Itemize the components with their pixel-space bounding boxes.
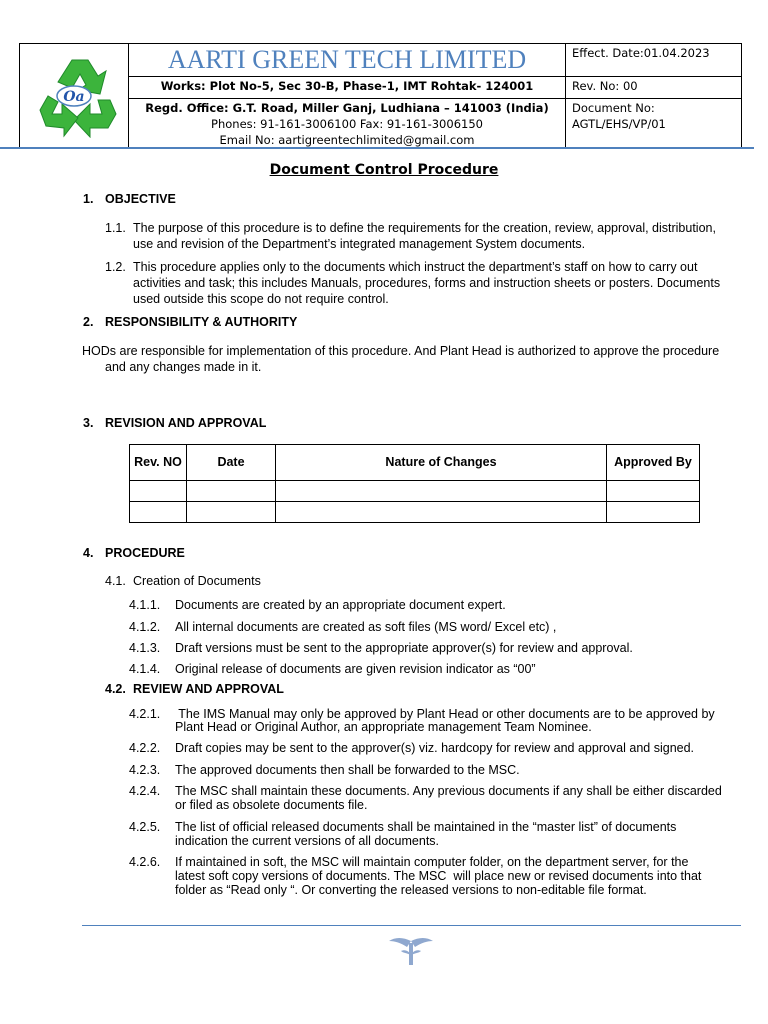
item-4-1-2-text: All internal documents are created as soft files (MS word/ Excel etc) , bbox=[175, 620, 557, 634]
item-1-1-line-1: The purpose of this procedure is to define the requirements for the creation, review, approval, distribution, bbox=[133, 221, 716, 235]
sub-4-2-heading: REVIEW AND APPROVAL bbox=[133, 682, 284, 696]
item-1-2-number: 1.2. bbox=[105, 260, 126, 274]
item-4-2-5-line-1: The list of official released documents shall be maintained in the “master list” of documents bbox=[175, 820, 677, 834]
item-4-1-3-number: 4.1.3. bbox=[129, 641, 161, 655]
item-4-1-4-text: Original release of documents are given revision indicator as “00” bbox=[175, 662, 536, 676]
table-row bbox=[130, 502, 700, 523]
item-4-2-4-line-2: or filed as obsolete documents file. bbox=[175, 798, 368, 812]
item-4-2-1-line-1: The IMS Manual may only be approved by Plant Head or other documents are to be approved by bbox=[175, 707, 715, 721]
item-4-1-4-number: 4.1.4. bbox=[129, 662, 161, 676]
revision-table-header-row bbox=[130, 445, 700, 481]
company-logo-cell bbox=[20, 44, 129, 149]
item-4-2-2-text: Draft copies may be sent to the approver(s) viz. hardcopy for review and approval and signed. bbox=[175, 741, 695, 755]
col-approved-by: Approved By bbox=[607, 445, 700, 481]
item-4-2-1-line-2: Plant Head or Original Author, an appropriate management Team Nominee. bbox=[175, 720, 592, 734]
document-number-label: Document No: bbox=[572, 101, 655, 115]
office-contact bbox=[129, 99, 566, 149]
sub-4-2-number: 4.2. bbox=[105, 682, 126, 696]
table-cell bbox=[130, 502, 187, 523]
works-address: Works: Plot No-5, Sec 30-B, Phase-1, IMT Rohtak- 124001 bbox=[129, 77, 566, 99]
item-4-2-2-number: 4.2.2. bbox=[129, 741, 161, 755]
section-1-heading: OBJECTIVE bbox=[105, 192, 176, 206]
item-1-1-line-2: use and revision of the Department’s integrated management System documents. bbox=[133, 237, 586, 251]
table-cell bbox=[607, 502, 700, 523]
regd-office: Regd. Office: G.T. Road, Miller Ganj, Ludhiana – 141003 (India) bbox=[145, 101, 549, 115]
section-2-line-2: and any changes made in it. bbox=[105, 360, 262, 374]
item-4-2-6-line-1: If maintained in soft, the MSC will maintain computer folder, on the department server, for the bbox=[175, 855, 689, 869]
sub-4-1-number: 4.1. bbox=[105, 574, 126, 588]
header-divider bbox=[0, 147, 754, 149]
item-4-2-3-text: The approved documents then shall be forwarded to the MSC. bbox=[175, 763, 520, 777]
section-2-heading: RESPONSIBILITY & AUTHORITY bbox=[105, 315, 298, 329]
section-3-number: 3. bbox=[83, 416, 94, 430]
email: Email No: aartigreentechlimited@gmail.com bbox=[219, 133, 475, 147]
footer-divider bbox=[82, 925, 741, 926]
document-header bbox=[19, 43, 742, 149]
section-4-heading: PROCEDURE bbox=[105, 546, 185, 560]
item-4-1-2-number: 4.1.2. bbox=[129, 620, 161, 634]
item-4-2-6-number: 4.2.6. bbox=[129, 855, 161, 869]
col-rev-no: Rev. NO bbox=[130, 445, 187, 481]
item-1-2-line-1: This procedure applies only to the documents which instruct the department’s staff on how to carry out bbox=[133, 260, 698, 274]
item-4-2-5-line-2: indication the current versions of all documents. bbox=[175, 834, 440, 848]
table-cell bbox=[130, 481, 187, 502]
col-date: Date bbox=[187, 445, 276, 481]
item-4-2-6-line-2: latest soft copy versions of documents. The MSC will place new or revised documents into that bbox=[175, 869, 702, 883]
item-4-2-6-line-3: folder as “Read only “. Or converting the released versions to non-editable file format. bbox=[175, 883, 647, 897]
document-title: Document Control Procedure bbox=[269, 162, 499, 178]
company-name: AARTI GREEN TECH LIMITED bbox=[129, 44, 566, 77]
item-1-1-number: 1.1. bbox=[105, 221, 126, 235]
phones: Phones: 91-161-3006100 Fax: 91-161-3006150 bbox=[211, 117, 483, 131]
item-4-2-5-number: 4.2.5. bbox=[129, 820, 161, 834]
footer-ornament-icon bbox=[387, 935, 435, 967]
col-nature-of-changes: Nature of Changes bbox=[276, 445, 607, 481]
recycle-logo-icon bbox=[28, 52, 120, 138]
table-cell bbox=[276, 481, 607, 502]
section-4-number: 4. bbox=[83, 546, 94, 560]
sub-4-1-heading: Creation of Documents bbox=[133, 574, 261, 588]
item-4-1-3-text: Draft versions must be sent to the appropriate approver(s) for review and approval. bbox=[175, 641, 633, 655]
item-4-2-1-number: 4.2.1. bbox=[129, 707, 161, 721]
table-cell bbox=[187, 502, 276, 523]
section-3-heading: REVISION AND APPROVAL bbox=[105, 416, 267, 430]
item-4-1-1-number: 4.1.1. bbox=[129, 598, 161, 612]
document-number-cell bbox=[566, 99, 742, 149]
section-2-number: 2. bbox=[83, 315, 94, 329]
table-cell bbox=[276, 502, 607, 523]
effect-date: Effect. Date:01.04.2023 bbox=[566, 44, 742, 77]
table-cell bbox=[187, 481, 276, 502]
section-1-number: 1. bbox=[83, 192, 94, 206]
item-4-1-1-text: Documents are created by an appropriate document expert. bbox=[175, 598, 506, 612]
document-number: AGTL/EHS/VP/01 bbox=[572, 117, 666, 131]
item-1-2-line-2: activities and task; this includes Manuals, procedures, forms and instruction sheets or posters. Documents bbox=[133, 276, 721, 290]
item-1-2-line-3: used outside this scope do not require control. bbox=[133, 292, 389, 306]
item-4-2-3-number: 4.2.3. bbox=[129, 763, 161, 777]
table-row bbox=[130, 481, 700, 502]
item-4-2-4-line-1: The MSC shall maintain these documents. Any previous documents if any shall be either discarded bbox=[175, 784, 722, 798]
section-2-line-1: HODs are responsible for implementation of this procedure. And Plant Head is authorized to approve the procedure bbox=[82, 344, 720, 358]
logo-text: Oa bbox=[63, 89, 85, 105]
item-4-2-4-number: 4.2.4. bbox=[129, 784, 161, 798]
revision-number: Rev. No: 00 bbox=[566, 77, 742, 99]
table-cell bbox=[607, 481, 700, 502]
revision-table bbox=[129, 444, 700, 523]
